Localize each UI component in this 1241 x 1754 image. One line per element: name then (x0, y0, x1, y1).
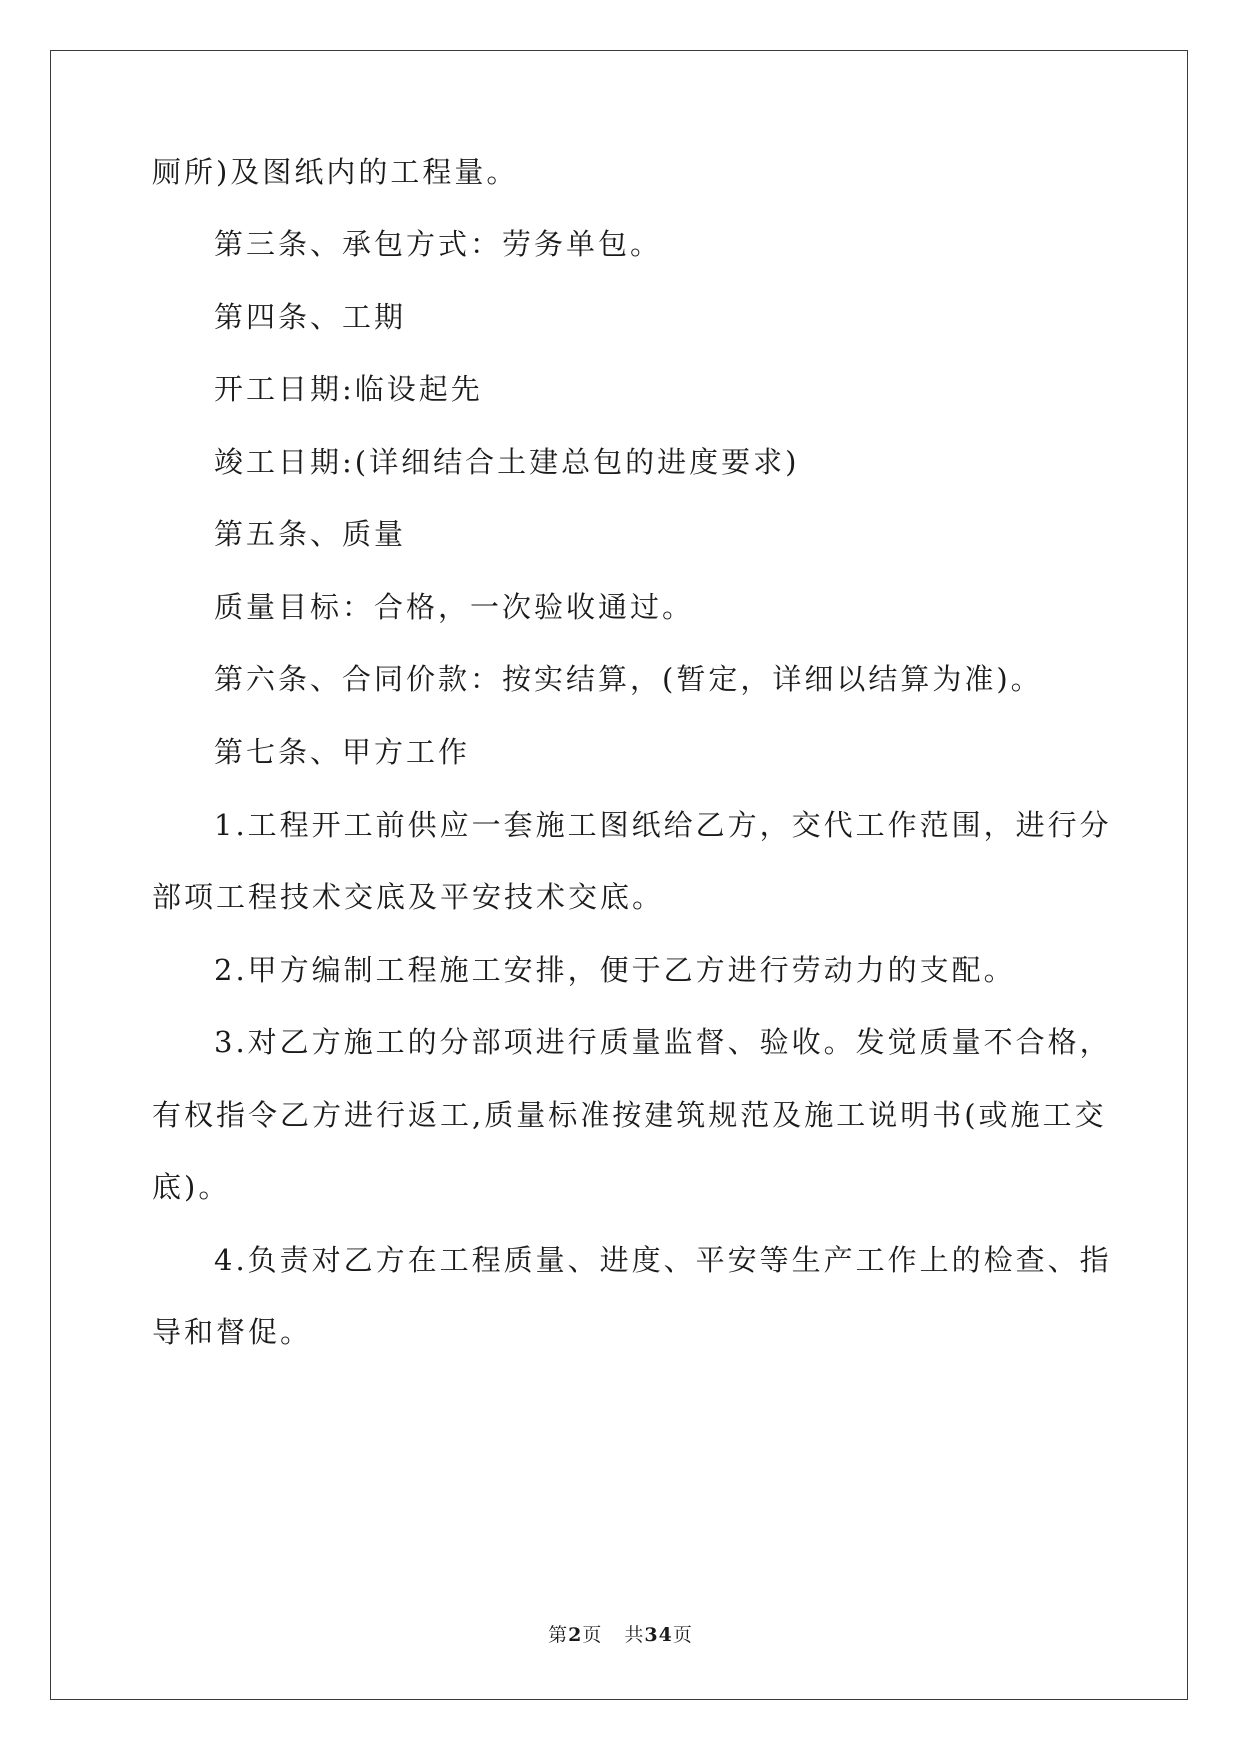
paragraph-line: 竣工日期:(详细结合土建总包的进度要求) (214, 445, 800, 479)
list-item-line: 3.对乙方施工的分部项进行质量监督、验收。发觉质量不合格， (214, 1025, 1112, 1059)
total-suffix: 页 (672, 1624, 693, 1646)
paragraph-line: 第三条、承包方式：劳务单包。 (214, 227, 663, 261)
section-heading: 第七条、甲方工作 (214, 735, 471, 769)
paragraph-line: 开工日期:临设起先 (214, 372, 483, 406)
page-border (50, 50, 1188, 1700)
total-pages: 34 (644, 1624, 673, 1646)
total-prefix: 共 (624, 1624, 645, 1646)
list-item-line: 有权指令乙方进行返工,质量标准按建筑规范及施工说明书(或施工交 (152, 1098, 1107, 1132)
list-item-line: 1.工程开工前供应一套施工图纸给乙方，交代工作范围，进行分 (214, 808, 1112, 842)
list-item-line: 导和督促。 (152, 1315, 313, 1349)
list-item-line: 底)。 (152, 1170, 231, 1204)
list-item-line: 4.负责对乙方在工程质量、进度、平安等生产工作上的检查、指 (214, 1243, 1112, 1277)
section-heading: 第五条、质量 (214, 517, 407, 551)
page-footer (0, 1620, 1241, 1647)
paragraph-line: 质量目标：合格，一次验收通过。 (214, 590, 695, 624)
section-heading: 第四条、工期 (214, 300, 407, 334)
page-number: 2 (568, 1624, 583, 1646)
page-suffix: 页 (582, 1624, 603, 1646)
list-item-line: 部项工程技术交底及平安技术交底。 (152, 880, 665, 914)
paragraph-line: 厕所)及图纸内的工程量。 (152, 155, 519, 189)
list-item-line: 2.甲方编制工程施工安排，便于乙方进行劳动力的支配。 (214, 953, 1016, 987)
paragraph-line: 第六条、合同价款：按实结算，(暂定，详细以结算为准)。 (214, 662, 1043, 696)
page-prefix: 第 (548, 1624, 569, 1646)
